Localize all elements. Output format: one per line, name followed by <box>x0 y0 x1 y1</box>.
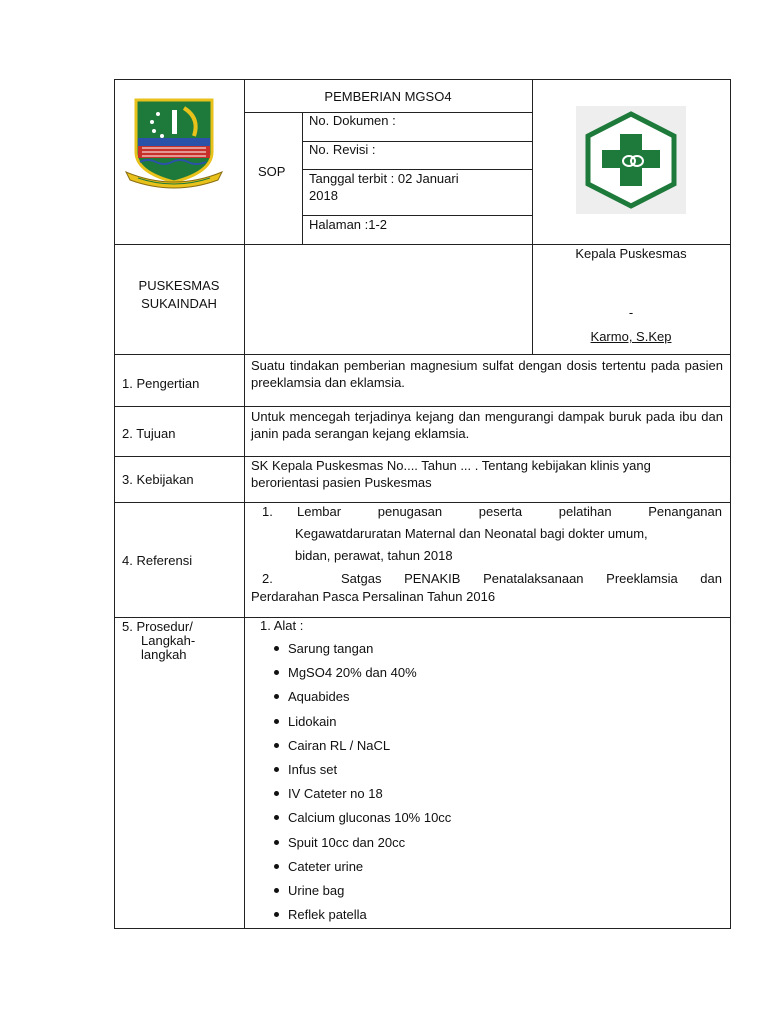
reference-1-number: 1. <box>262 504 273 519</box>
bullet-icon <box>274 646 279 651</box>
alat-heading: 1. Alat : <box>260 618 304 633</box>
bullet-icon <box>274 767 279 772</box>
section-label-kebijakan: 3. Kebijakan <box>122 472 194 487</box>
issue-date-year: 2018 <box>309 188 338 203</box>
page-field: Halaman :1-2 <box>309 217 388 232</box>
bullet-icon <box>274 864 279 869</box>
bullet-icon <box>274 912 279 917</box>
bullet-icon <box>274 888 279 893</box>
sop-label: SOP <box>258 164 286 179</box>
reference-1-line1: Lembar penugasan peserta pelatihan Penanganan <box>297 504 722 519</box>
list-item: Calcium gluconas 10% 10cc <box>272 809 451 833</box>
list-item: Reflek patella <box>272 906 451 930</box>
equipment-list <box>272 640 451 930</box>
reference-2-number: 2. <box>262 571 273 586</box>
signature-name: Karmo, S.Kep <box>590 329 672 344</box>
document-title: PEMBERIAN MGSO4 <box>324 89 452 104</box>
bullet-icon <box>274 694 279 699</box>
section-label-prosedur-line3: langkah <box>141 647 187 662</box>
section-text-kebijakan-line2: berorientasi pasien Puskesmas <box>251 475 432 490</box>
doc-number-field: No. Dokumen : <box>309 113 396 128</box>
puskesmas-logo <box>576 106 686 214</box>
institution-name-line1: PUSKESMAS <box>138 278 220 293</box>
bullet-icon <box>274 670 279 675</box>
list-item: Cairan RL / NaCL <box>272 737 451 761</box>
list-item: IV Cateter no 18 <box>272 785 451 809</box>
bullet-icon <box>274 840 279 845</box>
list-item: Sarung tangan <box>272 640 451 664</box>
bullet-icon <box>274 743 279 748</box>
issue-date-field: Tanggal terbit : 02 Januari <box>309 171 459 186</box>
reference-1-line2: Kegawatdaruratan Maternal dan Neonatal bagi dokter umum, <box>295 526 648 541</box>
list-item: Cateter urine <box>272 858 451 882</box>
bullet-icon <box>274 815 279 820</box>
section-label-tujuan: 2. Tujuan <box>122 426 176 441</box>
section-text-kebijakan-line1: SK Kepala Puskesmas No.... Tahun ... . Tentang kebijakan klinis yang <box>251 458 651 473</box>
section-label-pengertian: 1. Pengertian <box>122 376 200 391</box>
signature-title: Kepala Puskesmas <box>575 246 687 261</box>
reference-2-line2: Perdarahan Pasca Persalinan Tahun 2016 <box>251 589 496 604</box>
section-label-referensi: 4. Referensi <box>122 553 193 568</box>
reference-2-line1: Satgas PENAKIB Penatalaksanaan Preeklamsia dan <box>341 571 722 586</box>
signature-dash: - <box>628 305 634 320</box>
list-item: Urine bag <box>272 882 451 906</box>
list-item: Aquabides <box>272 688 451 712</box>
list-item: MgSO4 20% dan 40% <box>272 664 451 688</box>
reference-1-line3: bidan, perawat, tahun 2018 <box>295 548 453 563</box>
section-label-prosedur: 5. Prosedur/ <box>122 619 193 634</box>
section-text-tujuan: Untuk mencegah terjadinya kejang dan mengurangi dampak buruk pada ibu dan janin pada serangan kejang eklamsia. <box>251 409 723 441</box>
list-item: Spuit 10cc dan 20cc <box>272 834 451 858</box>
section-label-prosedur-line2: Langkah- <box>141 633 196 648</box>
list-item: Lidokain <box>272 713 451 737</box>
bullet-icon <box>274 719 279 724</box>
section-text-pengertian: Suatu tindakan pemberian magnesium sulfat dengan dosis tertentu pada pasien preeklamsia dan eklamsia. <box>251 358 723 390</box>
revision-field: No. Revisi : <box>309 142 376 157</box>
regency-crest-logo <box>124 96 224 192</box>
institution-name-line2: SUKAINDAH <box>141 296 217 311</box>
list-item: Infus set <box>272 761 451 785</box>
bullet-icon <box>274 791 279 796</box>
